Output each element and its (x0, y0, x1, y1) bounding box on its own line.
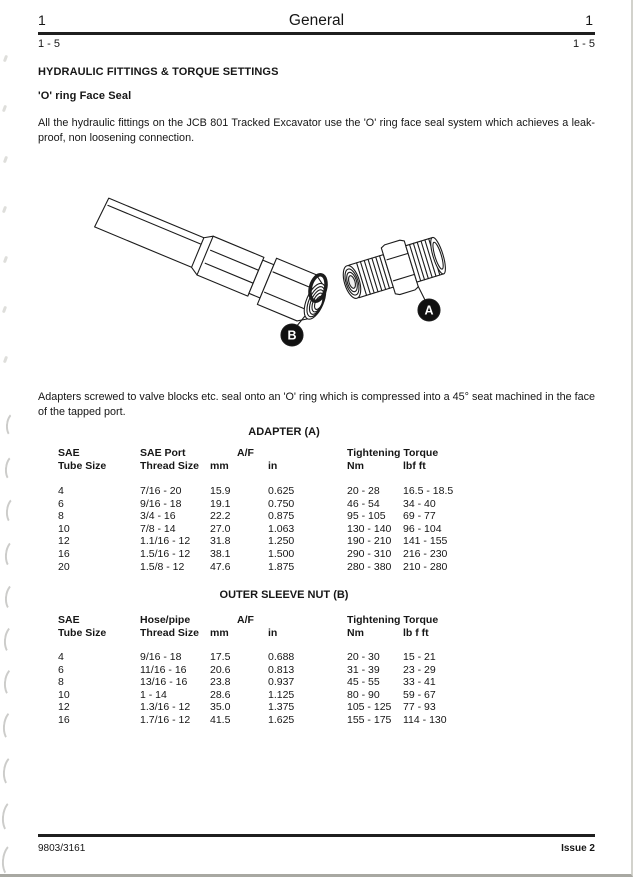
cell-tube-size: 4 (58, 651, 64, 663)
cell-thread-size: 1 - 14 (140, 688, 167, 701)
adapter-table-head-row2 (58, 460, 475, 473)
cell-torque-nm: 31 - 39 (347, 663, 380, 676)
cell-torque-lbf: 210 - 280 (403, 560, 448, 573)
cell-af-mm: 19.1 (210, 497, 231, 510)
cell-af-in: 1.375 (268, 701, 295, 714)
cell-tube-size: 10 (58, 522, 70, 535)
col-torque: Tightening Torque (347, 614, 439, 626)
cell-af-mm: 15.9 (210, 485, 231, 497)
binding-mark (3, 55, 8, 63)
cell-torque-nm: 130 - 140 (347, 522, 392, 535)
cell-af-in: 0.875 (268, 510, 295, 523)
table-row (58, 701, 475, 714)
cell-af-in: 1.063 (268, 522, 295, 535)
publication-number: 9803/3161 (38, 843, 86, 854)
col-in: in (268, 627, 278, 639)
col-tube-size: Tube Size (58, 627, 107, 639)
cell-af-mm: 41.5 (210, 713, 231, 726)
cell-torque-lbf: 34 - 40 (403, 497, 436, 510)
nut-table-head-row1 (58, 614, 475, 627)
running-header (38, 12, 595, 30)
cell-torque-lbf: 16.5 - 18.5 (403, 485, 454, 497)
cell-torque-nm: 45 - 55 (347, 676, 380, 689)
adapter-a-fitting (337, 229, 450, 309)
binding-mark (2, 206, 7, 214)
col-torque: Tightening Torque (347, 447, 439, 459)
cell-torque-lbf: 59 - 67 (403, 688, 436, 701)
cell-torque-lbf: 216 - 230 (403, 547, 448, 560)
cell-torque-nm: 20 - 30 (347, 651, 380, 663)
table-row (58, 664, 475, 677)
cell-torque-nm: 80 - 90 (347, 688, 380, 701)
cell-thread-size: 13/16 - 16 (140, 676, 188, 689)
nut-table-head-row2 (58, 627, 475, 640)
table-row (58, 689, 475, 702)
cell-torque-nm: 190 - 210 (347, 535, 392, 548)
hose-b-fitting (91, 189, 332, 328)
col-nm: Nm (347, 460, 364, 472)
nut-table (58, 614, 475, 727)
binding-mark (1, 709, 23, 743)
col-thread-size: Thread Size (140, 627, 199, 639)
section-heading: HYDRAULIC FITTINGS & TORQUE SETTINGS (38, 66, 279, 78)
cell-thread-size: 9/16 - 18 (140, 497, 182, 510)
table-row (58, 651, 475, 664)
cell-torque-nm: 95 - 105 (347, 510, 386, 523)
binding-mark (2, 666, 24, 699)
binding-mark (4, 539, 24, 570)
cell-tube-size: 8 (58, 676, 64, 689)
table-row (58, 676, 475, 689)
section-number-row (38, 38, 595, 50)
cell-torque-lbf: 15 - 21 (403, 651, 436, 663)
cell-tube-size: 16 (58, 547, 70, 560)
cell-af-mm: 23.8 (210, 676, 231, 689)
page-title: General (288, 12, 345, 29)
cell-thread-size: 9/16 - 18 (140, 651, 182, 663)
binding-mark (5, 411, 24, 439)
cell-af-mm: 47.6 (210, 560, 231, 573)
cell-tube-size: 10 (58, 688, 70, 701)
binding-mark (1, 754, 24, 789)
cell-af-mm: 17.5 (210, 651, 231, 663)
adapter-note-paragraph: Adapters screwed to valve blocks etc. seal onto an 'O' ring which is compressed into a 45° seat machined in the face of the tapped port. (38, 391, 595, 418)
col-in: in (268, 460, 278, 472)
col-sae: SAE (58, 614, 80, 626)
table-row (58, 510, 475, 523)
cell-af-mm: 28.6 (210, 688, 231, 701)
cell-af-mm: 22.2 (210, 510, 231, 523)
table-row (58, 535, 475, 548)
table-row (58, 498, 475, 511)
col-hose-pipe: Hose/pipe (140, 614, 191, 626)
col-thread-size: Thread Size (140, 460, 199, 472)
section-number-right: 1 - 5 (572, 38, 595, 50)
binding-mark (4, 582, 25, 613)
cell-torque-lbf: 69 - 77 (403, 510, 436, 523)
cell-af-mm: 31.8 (210, 535, 231, 548)
table-row (58, 548, 475, 561)
binding-mark (3, 256, 8, 264)
cell-thread-size: 1.3/16 - 12 (140, 701, 191, 714)
cell-torque-nm: 105 - 125 (347, 701, 392, 714)
binding-mark (2, 105, 7, 113)
cell-torque-lbf: 114 - 130 (403, 713, 447, 726)
binding-mark (0, 799, 23, 835)
table-row (58, 561, 475, 574)
label-a: A (424, 303, 434, 318)
binding-mark (2, 624, 23, 656)
col-lbfft: lb f ft (403, 627, 429, 639)
cell-af-in: 0.625 (268, 485, 295, 497)
label-b: B (287, 328, 297, 343)
binding-mark (2, 306, 7, 314)
nut-table-title: OUTER SLEEVE NUT (B) (219, 589, 349, 601)
cell-tube-size: 16 (58, 713, 70, 726)
col-sae: SAE (58, 447, 80, 459)
page-number-right: 1 (585, 12, 593, 28)
binding-mark (5, 496, 25, 526)
cell-af-in: 0.813 (268, 663, 295, 676)
cell-tube-size: 20 (58, 560, 70, 573)
col-port: SAE Port (140, 447, 186, 459)
cell-torque-nm: 280 - 380 (347, 560, 392, 573)
cell-thread-size: 3/4 - 16 (140, 510, 176, 523)
adapter-table-head-row1 (58, 447, 475, 460)
cell-torque-nm: 290 - 310 (347, 547, 392, 560)
col-mm: mm (210, 460, 229, 472)
callout-a (418, 299, 440, 321)
cell-tube-size: 12 (58, 535, 70, 548)
cell-af-mm: 35.0 (210, 701, 231, 714)
adapter-table (58, 447, 475, 573)
table-row (58, 485, 475, 498)
cell-torque-nm: 20 - 28 (347, 485, 380, 497)
section-number-left: 1 - 5 (38, 38, 61, 50)
cell-torque-lbf: 33 - 41 (403, 676, 436, 689)
col-tube-size: Tube Size (58, 460, 107, 472)
cell-tube-size: 4 (58, 485, 64, 497)
col-af: A/F (237, 447, 254, 459)
cell-torque-nm: 155 - 175 (347, 713, 392, 726)
cell-torque-lbf: 77 - 93 (403, 701, 436, 714)
header-rule (38, 32, 595, 35)
binding-mark (4, 454, 23, 483)
cell-af-mm: 27.0 (210, 522, 231, 535)
cell-torque-lbf: 23 - 29 (403, 663, 436, 676)
sub-heading: 'O' ring Face Seal (38, 90, 132, 102)
cell-af-in: 0.750 (268, 497, 295, 510)
cell-thread-size: 1.1/16 - 12 (140, 535, 191, 548)
adapter-table-title: ADAPTER (A) (248, 426, 320, 438)
cell-thread-size: 11/16 - 16 (140, 663, 187, 676)
col-nm: Nm (347, 627, 364, 639)
binding-mark (0, 842, 25, 877)
callout-b (281, 324, 303, 346)
cell-thread-size: 1.5/8 - 12 (140, 560, 185, 573)
col-lbfft: lbf ft (403, 460, 426, 472)
col-mm: mm (210, 627, 229, 639)
footer-rule (38, 834, 595, 837)
cell-af-mm: 38.1 (210, 547, 231, 560)
cell-thread-size: 1.7/16 - 12 (140, 713, 191, 726)
page-number-left: 1 (38, 12, 46, 28)
cell-tube-size: 6 (58, 497, 64, 510)
binding-mark (3, 156, 8, 164)
issue-number: Issue 2 (561, 843, 595, 854)
col-af: A/F (237, 614, 254, 626)
cell-af-mm: 20.6 (210, 663, 231, 676)
footer (38, 843, 595, 854)
cell-af-in: 1.250 (268, 535, 295, 548)
cell-tube-size: 6 (58, 663, 64, 676)
intro-paragraph: All the hydraulic fittings on the JCB 801 Tracked Excavator use the 'O' ring face seal system which achieves a leak-proof, non loosening connection. (38, 117, 595, 144)
cell-af-in: 0.937 (268, 676, 295, 689)
cell-af-in: 1.625 (268, 713, 295, 726)
cell-torque-lbf: 96 - 104 (403, 522, 442, 535)
cell-af-in: 1.875 (268, 560, 295, 573)
table-row (58, 523, 475, 536)
cell-tube-size: 8 (58, 510, 64, 523)
table-row (58, 714, 475, 727)
fitting-illustration (80, 188, 460, 353)
cell-af-in: 1.125 (268, 688, 295, 701)
cell-torque-lbf: 141 - 155 (403, 535, 448, 548)
cell-thread-size: 7/8 - 14 (140, 522, 176, 535)
cell-af-in: 1.500 (268, 547, 295, 560)
cell-tube-size: 12 (58, 701, 70, 714)
cell-thread-size: 1.5/16 - 12 (140, 547, 191, 560)
cell-af-in: 0.688 (268, 651, 295, 663)
cell-torque-nm: 46 - 54 (347, 497, 380, 510)
cell-thread-size: 7/16 - 20 (140, 485, 182, 497)
binding-mark (3, 356, 8, 364)
